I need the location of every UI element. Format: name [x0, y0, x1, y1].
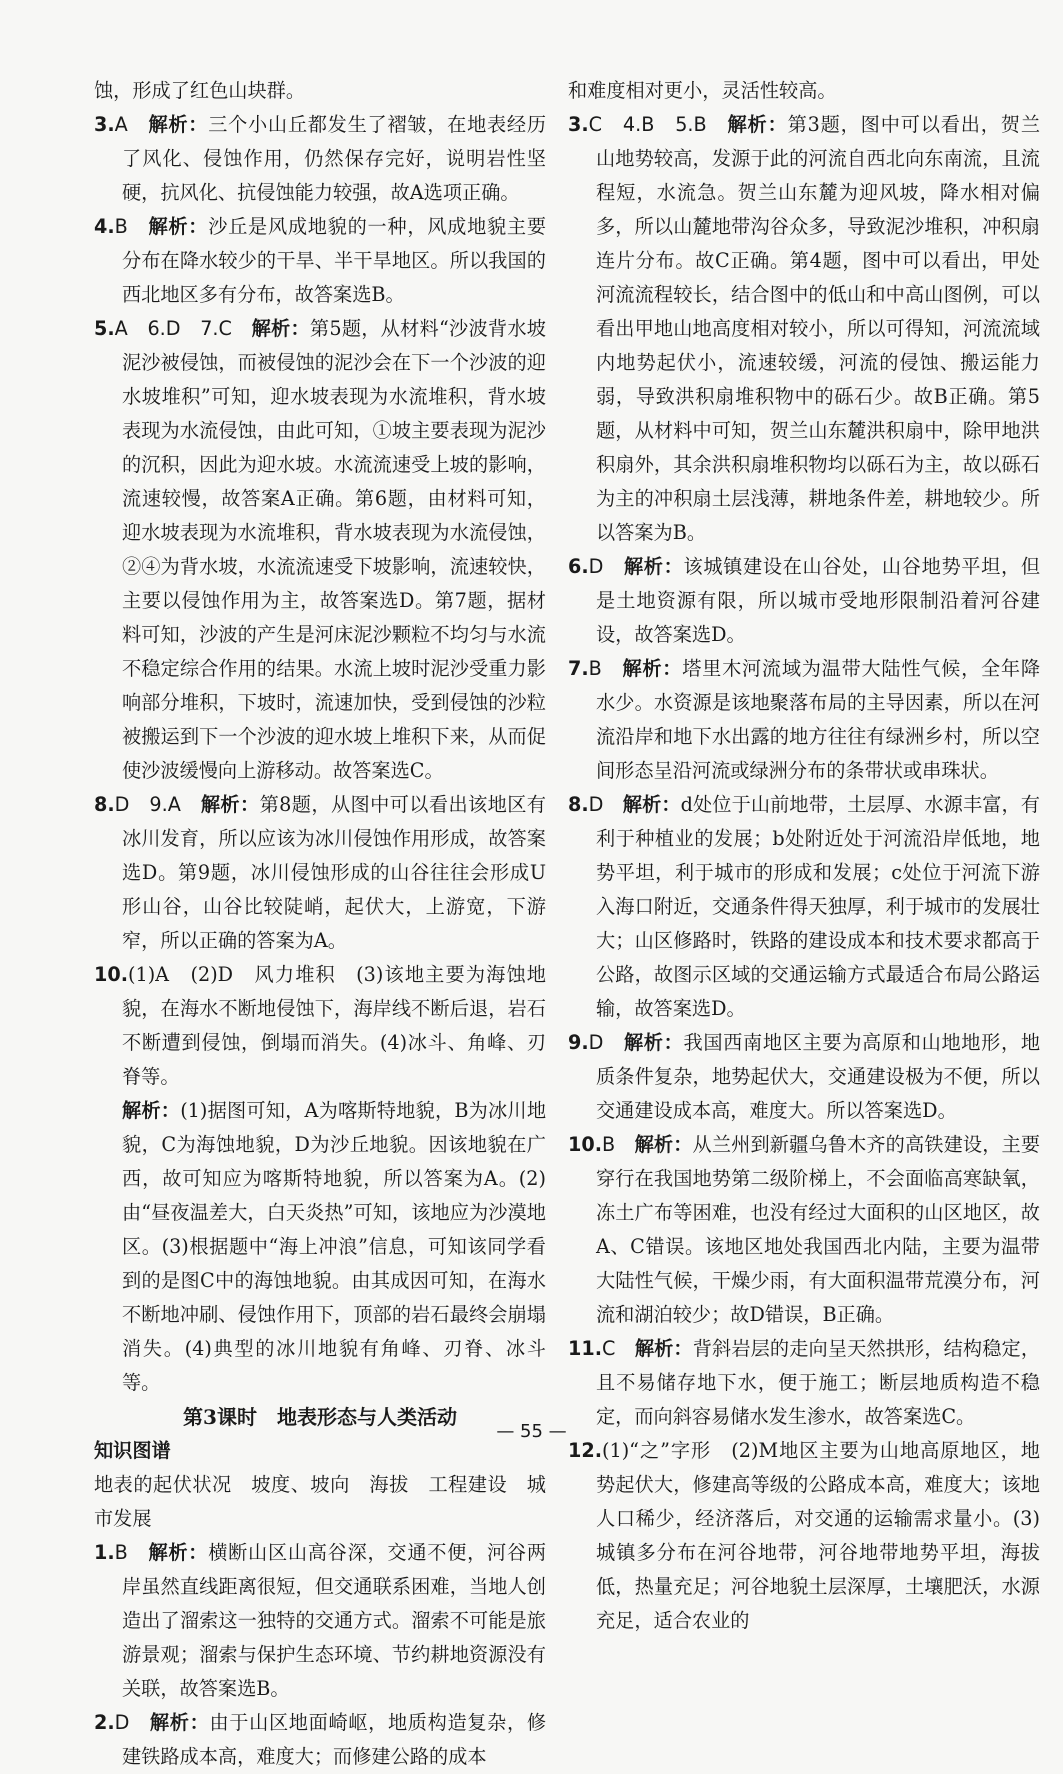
- answer-item: [94, 210, 546, 312]
- answer-item: [94, 312, 546, 788]
- answer-item: [568, 1026, 1040, 1128]
- question-number: 8.: [94, 793, 115, 816]
- answer-item: [568, 1332, 1040, 1434]
- section-heading: 知识图谱: [94, 1439, 171, 1462]
- body-text: 第8题，从图中可以看出该地区有冰川发育，所以应该为冰川侵蚀作用形成，故答案选D。第9题，冰川侵蚀形成的山谷往往会形成U形山谷，山谷比较陡峭，起伏大，上游宽，下游窄，所以正确的答案为A。: [122, 793, 546, 952]
- answer-item: [94, 788, 546, 958]
- answer-choice: D: [588, 555, 604, 578]
- analysis-label: 解析：: [122, 1099, 181, 1122]
- analysis-label: 解析：: [149, 1711, 210, 1734]
- answer-item: [568, 550, 1040, 652]
- answer-choice: A: [114, 113, 128, 136]
- question-number: 4.: [94, 215, 115, 238]
- analysis-label: 解析：: [623, 1031, 684, 1054]
- question-number: 10.: [568, 1133, 602, 1156]
- question-number: 2.: [94, 1711, 115, 1734]
- answer-item: [94, 1536, 546, 1706]
- answer-item: [94, 108, 546, 210]
- body-text: d处位于山前地带，土层厚、水源丰富，有利于种植业的发展；b处附近处于河流沿岸低地，地势平坦，利于城市的形成和发展；c处位于河流下游入海口附近，交通条件得天独厚，利于城市的发展壮大；山区修路时，铁路的建设成本和技术要求都高于公路，故图示区域的交通运输方式最适合布局公路运输，故答案选D。: [596, 793, 1040, 1020]
- answer-choice: D: [588, 1031, 604, 1054]
- answer-item: [568, 1434, 1040, 1638]
- analysis-label: 解析：: [200, 793, 260, 816]
- answer-choice: C: [602, 1337, 616, 1360]
- answer-choice: A 6.D 7.C: [114, 317, 232, 340]
- body-text: 地表的起伏状况 坡度、坡向 海拔 工程建设 城市发展: [94, 1473, 546, 1530]
- analysis-label: 解析：: [148, 1541, 209, 1564]
- right-column: [568, 74, 1040, 1638]
- body-text: 由于山区地面崎岖，地质构造复杂，修建铁路成本高，难度大；而修建公路的成本: [122, 1711, 547, 1768]
- answer-item: [568, 1128, 1040, 1332]
- body-text: 第3题，图中可以看出，贺兰山地势较高，发源于此的河流自西北向东南流，且流程短，水流急。贺兰山东麓为迎风坡，降水相对偏多，所以山麓地带沟谷众多，导致泥沙堆积，冲积扇连片分布。故C正确。第4题，图中可以看出，甲处河流流程较长，结合图中的低山和中高山图例，可以看出甲地山地高度相对较小，所以可得知，河流流域内地势起伏小，流速较缓，河流的侵蚀、搬运能力弱，导致洪积扇堆积物中的砾石少。故B正确。第5题，从材料中可知，贺兰山东麓洪积扇中，除甲地洪积扇外，其余洪积扇堆积物均以砾石为主，故以砾石为主的冲积扇土层浅薄，耕地条件差，耕地较少。所以答案为B。: [596, 113, 1041, 544]
- analysis-label: 解析：: [623, 555, 684, 578]
- body-text: (1)据图可知，A为喀斯特地貌，B为冰川地貌，C为海蚀地貌，D为沙丘地貌。因该地貌在广西，故可知应为喀斯特地貌，所以答案为A。(2)由“昼夜温差大，白天炎热”可知，该地应为沙漠地区。(3)根据题中“海上冲浪”信息，可知该同学看到的是图C中的海蚀地貌。由其成因可知，在海水不断地冲刷、侵蚀作用下，顶部的岩石最终会崩塌消失。(4)典型的冰川地貌有角峰、刃脊、冰斗等。: [122, 1099, 547, 1394]
- question-number: 11.: [568, 1337, 602, 1360]
- answer-choice: B: [602, 1133, 616, 1156]
- body-text: 我国西南地区主要为高原和山地地形，地质条件复杂，地势起伏大，交通建设极为不便，所以交通建设成本高，难度大。所以答案选D。: [596, 1031, 1041, 1122]
- question-number: 6.: [568, 555, 589, 578]
- text-paragraph: [94, 1468, 546, 1536]
- answer-choice: D: [588, 793, 604, 816]
- answer-choice: D 9.A: [114, 793, 181, 816]
- left-column: [94, 74, 546, 1774]
- answer-choice: B: [588, 657, 602, 680]
- body-text: 背斜岩层的走向呈天然拱形，结构稳定，且不易储存地下水，便于施工；断层地质构造不稳定，而向斜容易储水发生渗水，故答案选C。: [596, 1337, 1041, 1428]
- answer-item: [568, 108, 1040, 550]
- body-text: 第5题，从材料“沙波背水坡泥沙被侵蚀，而被侵蚀的泥沙会在下一个沙波的迎水坡堆积”可知，迎水坡表现为水流堆积，背水坡表现为水流侵蚀，由此可知，①坡主要表现为泥沙的沉积，因此为迎水坡。水流流速受上坡的影响，流速较慢，故答案A正确。第6题，由材料可知，迎水坡表现为水流堆积，背水坡表现为水流侵蚀，②④为背水坡，水流流速受下坡影响，流速较快，主要以侵蚀作用为主，故答案选D。第7题，据材料可知，沙波的产生是河床泥沙颗粒不均匀与水流不稳定综合作用的结果。水流上坡时泥沙受重力影响部分堆积，下坡时，流速加快，受到侵蚀的沙粒被搬运到下一个沙波的迎水坡上堆积下来，从而促使沙波缓慢向上游移动。故答案选C。: [122, 317, 546, 782]
- answer-choice: C 4.B 5.B: [588, 113, 707, 136]
- question-number: 3.: [94, 113, 115, 136]
- question-number: 1.: [94, 1541, 115, 1564]
- text-paragraph: [568, 74, 1040, 108]
- body-text: 三个小山丘都发生了褶皱，在地表经历了风化、侵蚀作用，仍然保存完好，说明岩性坚硬，抗风化、抗侵蚀能力较强，故A选项正确。: [122, 113, 547, 204]
- page-number: — 55 —: [496, 1421, 567, 1442]
- question-number: 3.: [568, 113, 589, 136]
- question-number: 8.: [568, 793, 589, 816]
- question-number: 9.: [568, 1031, 589, 1054]
- question-number: 7.: [568, 657, 589, 680]
- analysis-label: 解析：: [727, 113, 788, 136]
- analysis-label: 解析：: [148, 215, 209, 238]
- body-text: 从兰州到新疆乌鲁木齐的高铁建设，主要穿行在我国地势第二级阶梯上，不会面临高寒缺氧，冻土广布等困难，也没有经过大面积的山区地区，故A、C错误。该地区地处我国西北内陆，主要为温带大陆性气候，干燥少雨，有大面积温带荒漠分布，河流和湖泊较少；故D错误，B正确。: [596, 1133, 1041, 1326]
- answer-choice: D: [114, 1711, 130, 1734]
- answer-item: [94, 958, 546, 1094]
- body-text: (1)“之”字形 (2)M地区主要为山地高原地区，地势起伏大，修建高等级的公路成本高，难度大；该地人口稀少，经济落后，对交通的运输需求量小。(3)城镇多分布在河谷地带，河谷地带地势平坦，海拔低，热量充足；河谷地貌土层深厚，土壤肥沃，水源充足，适合农业的: [596, 1439, 1040, 1632]
- body-text: 横断山区山高谷深，交通不便，河谷两岸虽然直线距离很短，但交通联系困难，当地人创造出了溜索这一独特的交通方式。溜索不可能是旅游景观；溜索与保护生态环境、节约耕地资源没有关联，故答案选B。: [122, 1541, 547, 1700]
- answer-choice: B: [114, 215, 128, 238]
- analysis-label: 解析：: [251, 317, 310, 340]
- body-text: 沙丘是风成地貌的一种，风成地貌主要分布在降水较少的干旱、半干旱地区。所以我国的西北地区多有分布，故答案选B。: [122, 215, 547, 306]
- question-number: 5.: [94, 317, 115, 340]
- answer-choice: B: [114, 1541, 128, 1564]
- answer-item: [568, 788, 1040, 1026]
- answer-item: [568, 652, 1040, 788]
- body-text: (1)A (2)D 风力堆积 (3)该地主要为海蚀地貌，在海水不断地侵蚀下，海岸线不断后退，岩石不断遭到侵蚀，倒塌而消失。(4)冰斗、角峰、刃脊等。: [122, 963, 546, 1088]
- answer-item: [94, 1706, 546, 1774]
- analysis-label: 解析：: [148, 113, 209, 136]
- body-text: 和难度相对更小，灵活性较高。: [568, 79, 837, 102]
- text-paragraph: [94, 1094, 546, 1400]
- analysis-label: 解析：: [622, 793, 681, 816]
- body-text: 蚀，形成了红色山块群。: [94, 79, 306, 102]
- question-number: 10.: [94, 963, 128, 986]
- lesson-title: 第3课时 地表形态与人类活动: [183, 1405, 457, 1429]
- analysis-label: 解析：: [622, 657, 683, 680]
- question-number: 12.: [568, 1439, 602, 1462]
- analysis-label: 解析：: [634, 1133, 693, 1156]
- analysis-label: 解析：: [634, 1337, 693, 1360]
- body-text: 该城镇建设在山谷处，山谷地势平坦，但是土地资源有限，所以城市受地形限制沿着河谷建设，故答案选D。: [596, 555, 1041, 646]
- text-paragraph: [94, 74, 546, 108]
- body-text: 塔里木河流域为温带大陆性气候，全年降水少。水资源是该地聚落布局的主导因素，所以在河流沿岸和地下水出露的地方往往有绿洲乡村，所以空间形态呈沿河流或绿洲分布的条带状或串珠状。: [596, 657, 1041, 782]
